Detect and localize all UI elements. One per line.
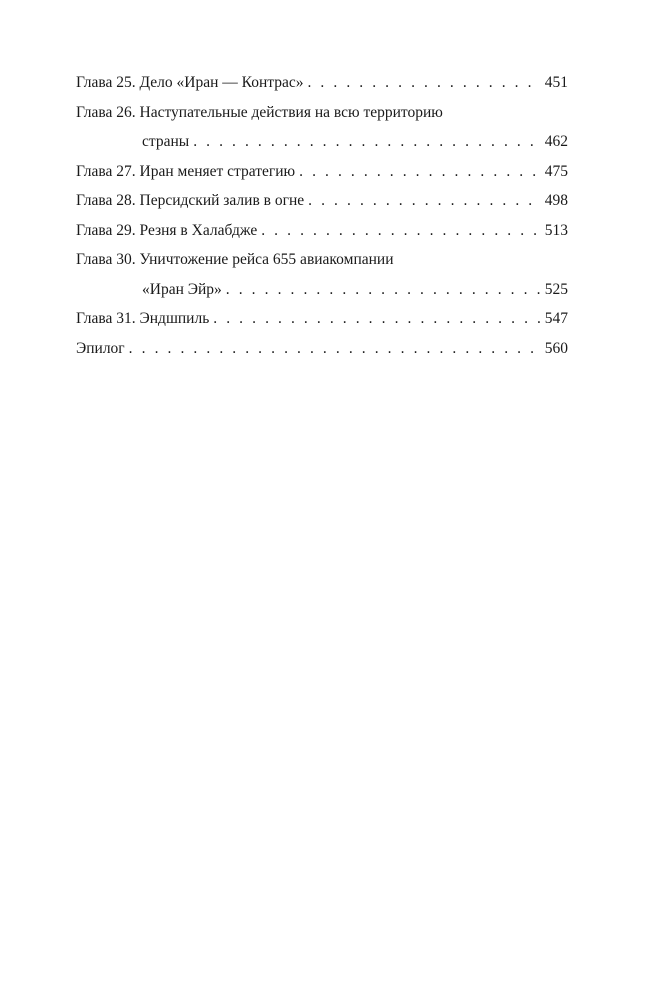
- toc-dot-leader: [226, 275, 541, 305]
- toc-entry-title-continuation: «Иран Эйр»: [142, 280, 222, 298]
- toc-entry-title: Глава 27. Иран меняет стратегию: [76, 162, 296, 180]
- toc-entry-chapter-30-line-2[interactable]: [76, 275, 568, 305]
- toc-entry-chapter-31[interactable]: [76, 304, 568, 334]
- toc-entry-chapter-25[interactable]: [76, 68, 568, 98]
- toc-page-number: 525: [544, 280, 568, 298]
- toc-dot-leader: [308, 186, 541, 216]
- toc-entry-chapter-26-line-2[interactable]: [76, 127, 568, 157]
- toc-dot-leader: [307, 68, 540, 98]
- toc-entry-title: Глава 28. Персидский залив в огне: [76, 192, 305, 209]
- toc-page-number: 547: [544, 310, 568, 327]
- toc-entry-epilogue[interactable]: [76, 334, 568, 364]
- toc-page-number: 475: [544, 162, 568, 180]
- toc-entry-chapter-30-line-1[interactable]: [76, 245, 568, 275]
- toc-dot-leader: [261, 216, 541, 246]
- toc-page-number: 462: [544, 133, 568, 150]
- toc-page-number: 498: [544, 192, 568, 209]
- toc-entry-chapter-27[interactable]: [76, 157, 568, 187]
- toc-page-number: 560: [544, 339, 568, 357]
- toc-entry-chapter-26-line-1[interactable]: [76, 98, 568, 128]
- toc-entry-title: Глава 29. Резня в Халабдже: [76, 221, 258, 239]
- toc-entry-chapter-29[interactable]: [76, 216, 568, 246]
- toc-entry-title: Глава 31. Эндшпиль: [76, 310, 210, 327]
- toc-dot-leader: [299, 157, 541, 187]
- toc-entry-title-continuation: страны: [142, 133, 190, 150]
- toc-entry-title: Глава 25. Дело «Иран — Контрас»: [76, 74, 304, 91]
- toc-dot-leader: [129, 334, 541, 364]
- toc-entry-title: Эпилог: [76, 339, 125, 357]
- toc-page-number: 513: [544, 221, 568, 239]
- table-of-contents: [76, 68, 568, 363]
- toc-page-number: 451: [544, 74, 568, 91]
- toc-entry-title: Глава 30. Уничтожение рейса 655 авиакомпании: [76, 251, 394, 268]
- toc-entry-chapter-28[interactable]: [76, 186, 568, 216]
- toc-dot-leader: [213, 304, 540, 334]
- toc-dot-leader: [193, 127, 541, 157]
- toc-entry-title: Глава 26. Наступательные действия на всю территорию: [76, 103, 443, 121]
